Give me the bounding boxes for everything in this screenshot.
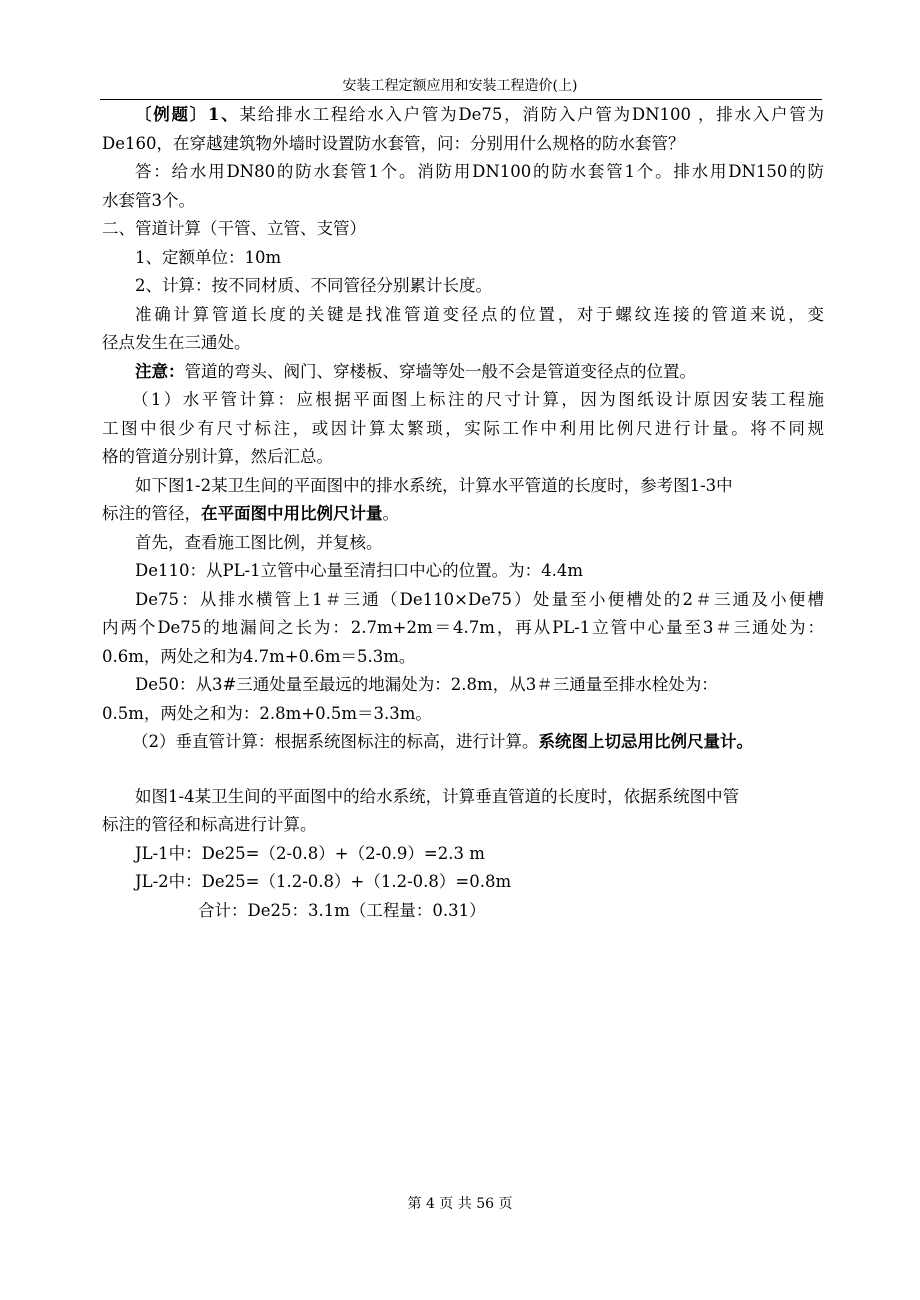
example-question-line-2: De160，在穿越建筑物外墙时设置防水套管，问：分别用什么规格的防水套管？ bbox=[102, 133, 685, 153]
item-1-quota-unit: 1、定额单位：10m bbox=[135, 247, 282, 267]
de75-line-2: 内两个De75的地漏间之长为：2.7m+2m＝4.7m，再从PL-1立管中心量至3＃三通处为： bbox=[102, 618, 824, 637]
section-2-title: 二、管道计算（干管、立管、支管） bbox=[102, 219, 366, 238]
de50-line-2: 0.5m，两处之和为：2.8m+0.5m＝3.3m。 bbox=[102, 703, 432, 723]
vertical-pipe-text: （2）垂直管计算：根据系统图标注的标高，进行计算。 bbox=[132, 732, 539, 751]
header-rule bbox=[100, 99, 822, 100]
vertical-pipe-line bbox=[102, 728, 824, 757]
figure-1-4-line-1: 如图1-4某卫生间的平面图中的给水系统，计算垂直管道的长度时，依据系统图中管 bbox=[135, 786, 740, 806]
key-point-line-1: 准确计算管道长度的关键是找准管道变径点的位置，对于螺纹连接的管道来说，变 bbox=[135, 304, 824, 324]
total-calculation: 合计：De25：3.1m（工程量：0.31） bbox=[198, 900, 486, 920]
page-header: 安装工程定额应用和安装工程造价(上) bbox=[342, 78, 578, 94]
jl1-calculation: JL-1中：De25=（2-0.8）+（2-0.9）=2.3 m bbox=[135, 843, 485, 863]
example-question-text: 某给排水工程给水入户管为De75，消防入户管为DN100 ，排水入户管为 bbox=[239, 105, 824, 124]
figure-1-2-line-2 bbox=[102, 500, 824, 529]
answer-line-2: 水套管3个。 bbox=[102, 190, 195, 210]
figure-1-2-emphasis: 在平面图中用比例尺计量 bbox=[201, 504, 383, 523]
horizontal-pipe-line-3: 格的管道分别计算，然后汇总。 bbox=[102, 447, 333, 466]
figure-1-2-line-1: 如下图1-2某卫生间的平面图中的排水系统，计算水平管道的长度时，参考图1-3中 bbox=[135, 475, 733, 495]
de50-line-1: De50：从3#三通处量至最远的地漏处为：2.8m，从3＃三通量至排水栓处为： bbox=[135, 675, 718, 694]
page-footer: 第 4 页 共 56 页 bbox=[407, 1196, 513, 1212]
answer-line-1: 答：给水用DN80的防水套管1个。消防用DN100的防水套管1个。排水用DN150的防 bbox=[135, 162, 824, 181]
note-label: 注意： bbox=[135, 361, 185, 381]
note-line bbox=[102, 358, 824, 387]
note-text: 管道的弯头、阀门、穿楼板、穿墙等处一般不会是管道变径点的位置。 bbox=[184, 361, 696, 381]
figure-1-2-text-c: 。 bbox=[382, 504, 399, 523]
de110-line: De110：从PL-1立管中心量至清扫口中心的位置。为：4.4m bbox=[135, 561, 584, 580]
vertical-pipe-emphasis: 系统图上切忌用比例尺量计。 bbox=[538, 732, 753, 751]
blank-spacer bbox=[102, 757, 824, 783]
item-2-calculation: 2、计算：按不同材质、不同管径分别累计长度。 bbox=[135, 276, 492, 295]
key-point-line-2: 径点发生在三通处。 bbox=[102, 333, 251, 352]
de75-line-1: De75：从排水横管上1＃三通（De110×De75）处量至小便槽处的2＃三通及小便槽 bbox=[135, 589, 824, 609]
example-label: 〔例题〕1、 bbox=[135, 105, 240, 124]
document-body bbox=[102, 101, 824, 925]
first-check-line: 首先，查看施工图比例，并复核。 bbox=[135, 532, 383, 552]
jl2-calculation: JL-2中：De25=（1.2-0.8）+（1.2-0.8）=0.8m bbox=[135, 872, 512, 891]
figure-1-2-text-a: 标注的管径， bbox=[102, 504, 201, 523]
horizontal-pipe-line-2: 工图中很少有尺寸标注，或因计算太繁琐，实际工作中利用比例尺进行计量。将不同规 bbox=[102, 418, 824, 438]
horizontal-pipe-line-1: （1）水平管计算：应根据平面图上标注的尺寸计算，因为图纸设计原因安装工程施 bbox=[132, 390, 824, 409]
example-question-line-1 bbox=[102, 101, 824, 130]
de75-line-3: 0.6m，两处之和为4.7m+0.6m＝5.3m。 bbox=[102, 646, 416, 666]
figure-1-4-line-2: 标注的管径和标高进行计算。 bbox=[102, 815, 317, 834]
